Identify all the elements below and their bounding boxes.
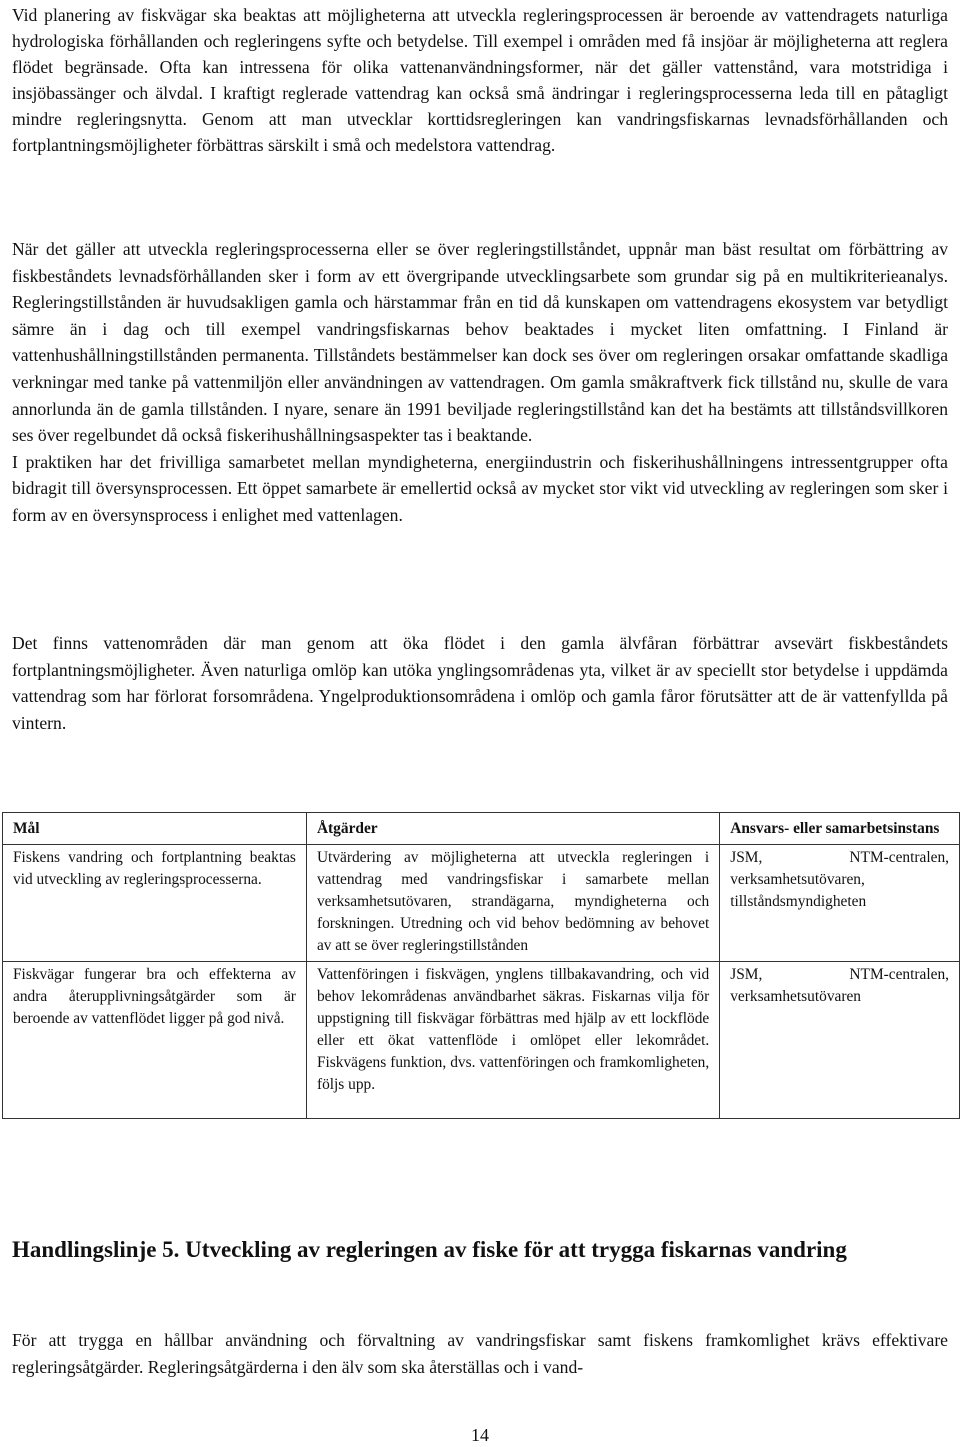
table-cell-goal: Fiskens vandring och fortplantning beaktas vid utveckling av regleringsprocesserna. bbox=[3, 845, 307, 962]
measures-table bbox=[2, 812, 960, 1119]
paragraph-old-riverbed-flow: Det finns vattenområden där man genom att öka flödet i den gamla älvfåran förbättrar avsevärt fiskbeståndets fortplantningsmöjligheter. Även naturliga omlöp kan utöka ynglingsområdenas yta, vilket är av speciellt stor betydelse i uppdämda vattendrag som har förlorat forsområdena. Yngelproduktionsområdena i omlöp och gamla fåror förutsätter att de är vattenfyllda på vintern. bbox=[12, 633, 948, 733]
paragraph-block-regulation-permits bbox=[12, 236, 948, 529]
table-cell-goal: Fiskvägar fungerar bra och effekterna av andra återupplivningsåtgärder som är beroende av vattenflödet ligger på god nivå. bbox=[3, 962, 307, 1119]
table-row bbox=[3, 962, 960, 1119]
table-row bbox=[3, 845, 960, 962]
paragraph-regulation-measures: För att trygga en hållbar användning och förvaltning av vandringsfiskar samt fiskens framkomlighet krävs effektivare regleringsåtgärder. Regleringsåtgärderna i den älv som ska återställas och i vand- bbox=[12, 1330, 948, 1377]
column-header-responsible: Ansvars- eller samarbetsinstans bbox=[720, 813, 960, 845]
table-cell-actions: Utvärdering av möjligheterna att utveckla regleringen i vattendrag med vandringsfiskar i samarbete mellan verksamhetsutövaren, strandägarna, myndigheterna och forskningen. Utredning och vid behov bedömning av behovet av att se över regleringstillstånden bbox=[306, 845, 719, 962]
paragraph-regulation-permits: När det gäller att utveckla regleringsprocesserna eller se över regleringstillståndet, uppnår man bäst resultat om förbättring av fiskbeståndets levnadsförhållanden sker i form av ett övergripande utvecklingsarbete som grundar sig på en multikriterieanalys. Regleringstillstånden är huvudsakligen gamla och härstammar från en tid då kunskapen om vattendragens ekosystem var betydligt sämre än i dag och till exempel vandringsfiskarnas behov beaktades i mycket liten omfattning. I Finland är vattenhushållningstillstånden permanenta. Tillståndets bestämmelser kan dock ses över om regleringen orsakar omfattande skadliga verkningar med tanke på vattenmiljön eller användningen av vattendragen. Om gamla småkraftverk fick tillstånd nu, skulle de vara annorlunda än de gamla tillstånden. I nyare, senare än 1991 beviljade regleringstillstånd kan det ha bestämts att tillståndsvillkoren ses över regelbundet då också fiskerihushållningsaspekter tas i beaktande. bbox=[12, 239, 948, 446]
page-number: 14 bbox=[471, 1425, 489, 1445]
table-cell-responsible: JSM, NTM-centralen, verksamhetsutövaren bbox=[720, 962, 960, 1119]
section-heading: Handlingslinje 5. Utveckling av regleringen av fiske för att trygga fiskarnas vandring bbox=[12, 1237, 847, 1262]
table-header-row bbox=[3, 813, 960, 845]
column-header-goal: Mål bbox=[3, 813, 307, 845]
table-cell-actions: Vattenföringen i fiskvägen, ynglens tillbakavandring, och vid behov lekområdenas användbarhet säkras. Fiskarnas vilja för uppstigning till fiskvägar förbättras med hjälp av ett lockflöde eller ett ökat vattenflöde i omlöpet eller lekområdet. Fiskvägens funktion, dvs. vattenföringen och framkomligheten, följs upp. bbox=[306, 962, 719, 1119]
table-cell-responsible: JSM, NTM-centralen, verksamhetsutövaren, tillståndsmyndigheten bbox=[720, 845, 960, 962]
column-header-actions: Åtgärder bbox=[306, 813, 719, 845]
paragraph-fishway-planning: Vid planering av fiskvägar ska beaktas att möjligheterna att utveckla regleringsprocessen är beroende av vattendragets naturliga hydrologiska förhållanden och regleringens syfte och betydelse. Till exempel i områden med få insjöar är möjligheterna att reglera flödet begränsade. Ofta kan intressena för olika vattenanvändningsformer, när det gäller vattenstånd, vara motstridiga i insjöbassänger och älvdal. I kraftigt reglerade vattendrag kan också små ändringar i regleringsprocesserna leda till en påtagligt mindre regleringsnytta. Genom att man utvecklar korttidsregleringen kan vandringsfiskarnas levnadsförhållanden och fortplantningsmöjligheter förbättras särskilt i små och medelstora vattendrag. bbox=[12, 5, 948, 155]
paragraph-voluntary-cooperation: I praktiken har det frivilliga samarbetet mellan myndigheterna, energiindustrin och fiskerihushållningens intressentgrupper ofta bidragit till översynsprocessen. Ett öppet samarbete är emellertid också av mycket stor vikt vid utveckling av regleringen som sker i form av en översynsprocess i enlighet med vattenlagen. bbox=[12, 451, 948, 525]
